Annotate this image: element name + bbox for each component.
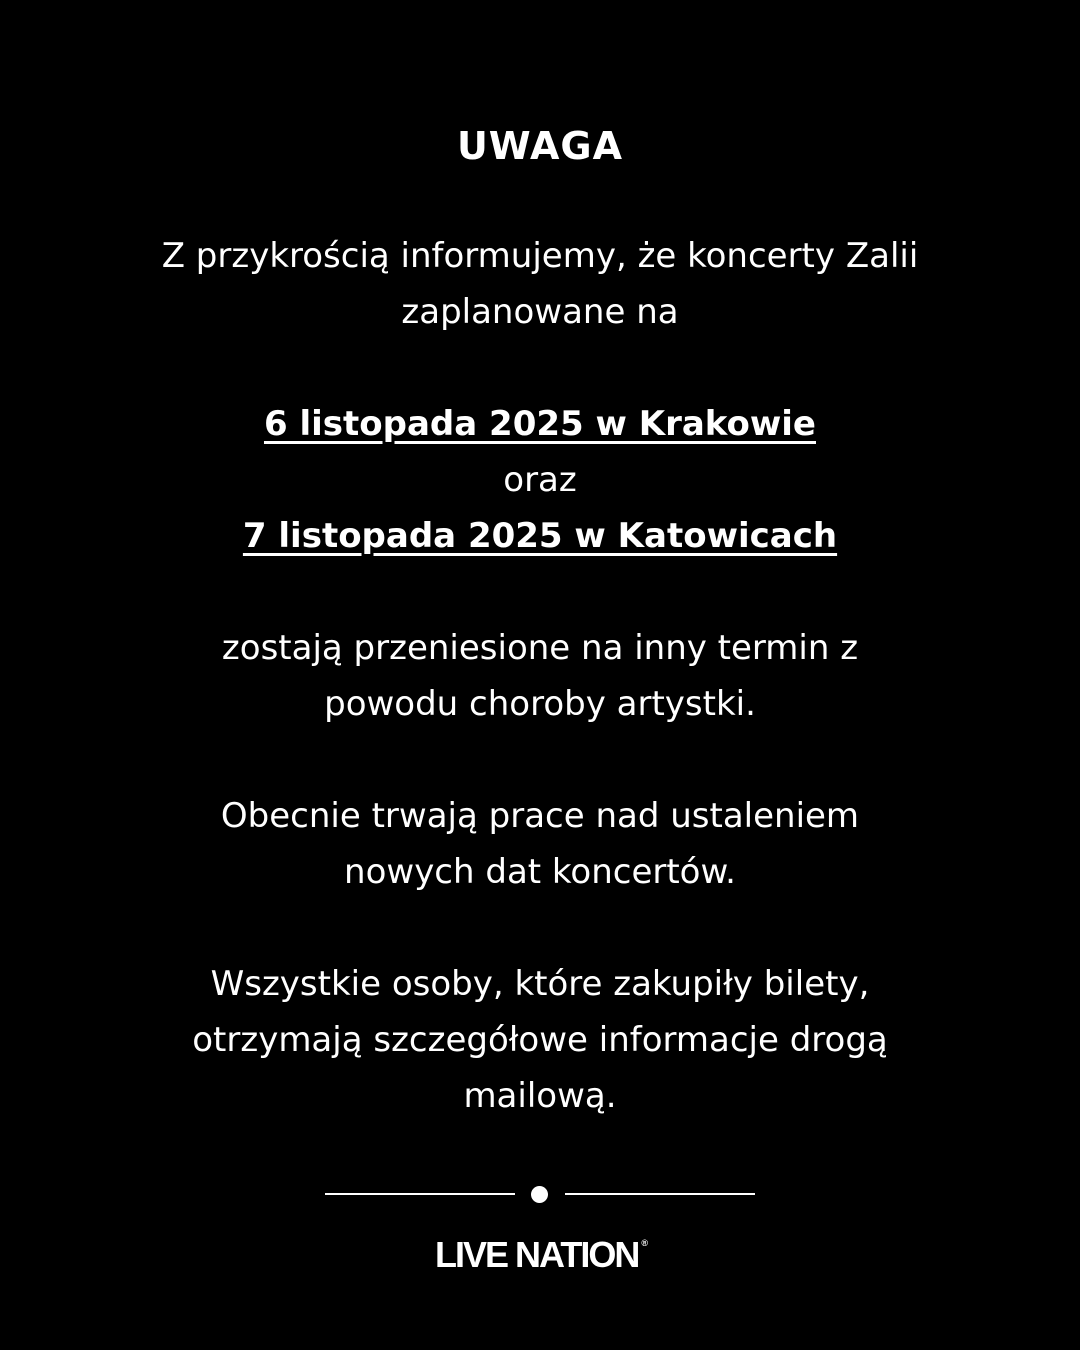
date-katowice: 7 listopada 2025 w Katowicach bbox=[242, 516, 838, 556]
tickets-paragraph bbox=[0, 956, 1080, 1124]
new-dates-paragraph bbox=[0, 788, 1080, 900]
divider-line-left bbox=[325, 1193, 515, 1195]
divider-dot-icon bbox=[531, 1186, 548, 1203]
intro-line-2: zaplanowane na bbox=[401, 292, 679, 332]
live-nation-logo bbox=[0, 1234, 1080, 1276]
new-dates-line-1: Obecnie trwają prace nad ustaleniem bbox=[220, 796, 860, 836]
intro-paragraph bbox=[0, 228, 1080, 340]
postponement-paragraph bbox=[0, 620, 1080, 732]
postponement-line-1: zostają przeniesione na inny termin z bbox=[221, 628, 859, 668]
intro-line-1: Z przykrością informujemy, że koncerty Zalii bbox=[161, 236, 919, 276]
tickets-line-3: mailową. bbox=[463, 1076, 617, 1116]
registered-mark: ® bbox=[641, 1238, 648, 1248]
date-krakow: 6 listopada 2025 w Krakowie bbox=[263, 404, 816, 444]
divider bbox=[325, 1186, 755, 1202]
divider-line-right bbox=[565, 1193, 755, 1195]
concert-dates bbox=[0, 396, 1080, 564]
new-dates-line-2: nowych dat koncertów. bbox=[344, 852, 736, 892]
announcement-title: UWAGA bbox=[456, 124, 624, 168]
tickets-line-1: Wszystkie osoby, które zakupiły bilety, bbox=[210, 964, 870, 1004]
postponement-line-2: powodu choroby artystki. bbox=[324, 684, 756, 724]
logo-text: LIVE NATION bbox=[435, 1234, 639, 1275]
tickets-line-2: otrzymają szczegółowe informacje drogą bbox=[192, 1020, 888, 1060]
dates-connector: oraz bbox=[503, 460, 577, 500]
